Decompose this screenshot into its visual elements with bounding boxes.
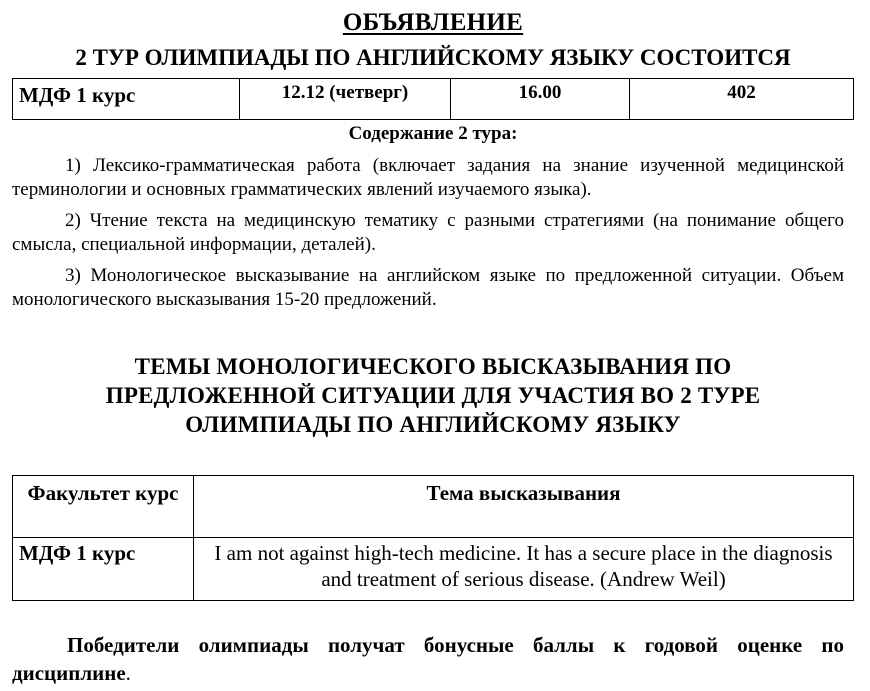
announcement-page: [12, 0, 854, 687]
closing-note-text: Победители олимпиады получат бонусные баллы к годовой оценке по дисциплине: [12, 633, 844, 685]
topics-heading: [12, 352, 854, 439]
topics-header-row: [13, 476, 854, 538]
schedule-faculty: МДФ 1 курс: [13, 79, 240, 120]
content-heading: Содержание 2 тура:: [348, 123, 518, 144]
topics-heading-line: ТЕМЫ МОНОЛОГИЧЕСКОГО ВЫСКАЗЫВАНИЯ ПО: [134, 354, 732, 379]
closing-note: [12, 631, 844, 687]
announcement-subtitle: 2 ТУР ОЛИМПИАДЫ ПО АНГЛИЙСКОМУ ЯЗЫКУ СОСТОИТСЯ: [75, 45, 791, 70]
topics-heading-line: ПРЕДЛОЖЕННОЙ СИТУАЦИИ ДЛЯ УЧАСТИЯ ВО 2 ТУРЕ: [105, 383, 761, 408]
schedule-time: 16.00: [451, 79, 630, 120]
schedule-row: [13, 79, 854, 120]
table-row: [13, 538, 854, 601]
topics-heading-line: ОЛИМПИАДЫ ПО АНГЛИЙСКОМУ ЯЗЫКУ: [185, 412, 681, 437]
schedule-room: 402: [630, 79, 854, 120]
content-item-monologue: 3) Монологическое высказывание на английском языке по предложенной ситуации. Объем монологического высказывания 15-20 предложений.: [12, 265, 844, 310]
schedule-date: 12.12 (четверг): [240, 79, 451, 120]
announcement-title: ОБЪЯВЛЕНИЕ: [342, 9, 524, 36]
row-topic: I am not against high-tech medicine. It has a secure place in the diagnosis and treatment of serious disease. (Andrew Weil): [194, 538, 854, 601]
row-faculty: МДФ 1 курс: [13, 538, 194, 601]
content-item-lexical-grammar: 1) Лексико-грамматическая работа (включает задания на знание изученной медицинской терминологии и основных грамматических явлений изучаемого языка).: [12, 155, 844, 200]
schedule-table: [12, 78, 854, 120]
header-faculty: Факультет курс: [13, 476, 194, 538]
closing-note-period: .: [125, 661, 131, 685]
content-item-reading: 2) Чтение текста на медицинскую тематику с разными стратегиями (на понимание общего смысла, специальной информации, деталей).: [12, 210, 844, 255]
header-topic: Тема высказывания: [194, 476, 854, 538]
topics-table: [12, 475, 854, 601]
